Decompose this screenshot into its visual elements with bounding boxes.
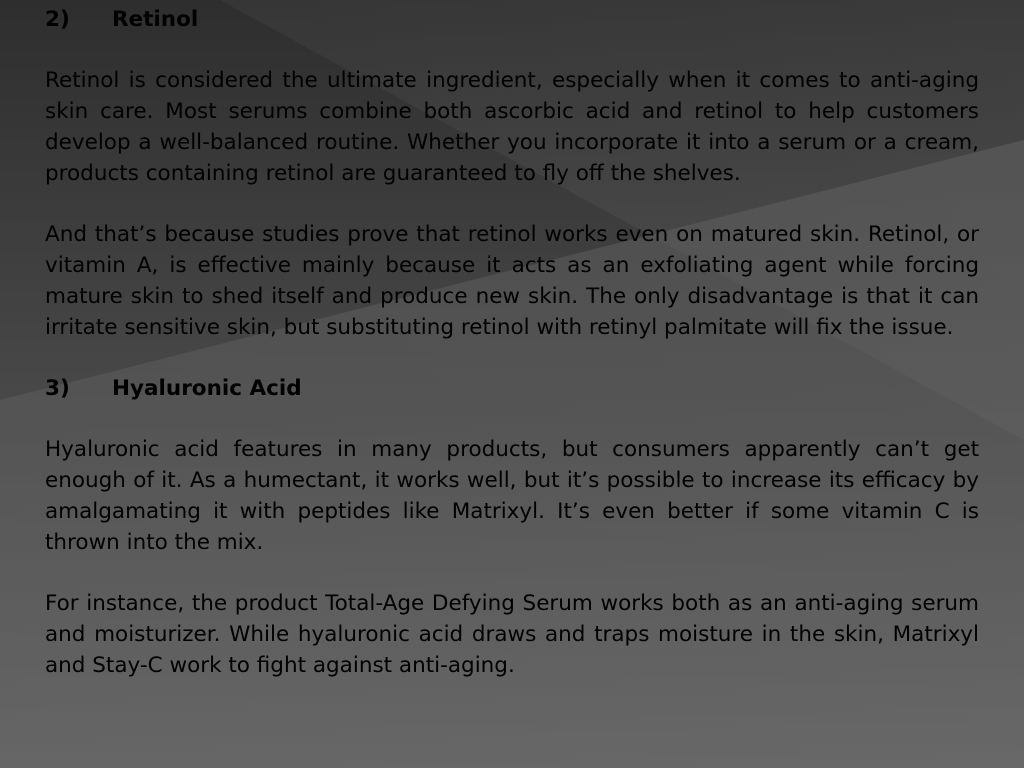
paragraph: Hyaluronic acid features in many products, but consumers apparently can’t get enough of it. As a humectant, it works well, but it’s possible to increase its efficacy by amalgamating it with peptides like Matrixyl. It’s even better if some vitamin C is thrown into the mix.: [45, 437, 979, 555]
paragraph: And that’s because studies prove that retinol works even on matured skin. Retinol, or vitamin A, is effective mainly because it acts as an exfoliating agent while forcing mature skin to shed itself and produce new skin. The only disadvantage is that it can irritate sensitive skin, but substituting retinol with retinyl palmitate will fix the issue.: [45, 222, 979, 340]
section-heading-hyaluronic-acid: [45, 373, 979, 404]
section-heading-retinol: [45, 4, 979, 35]
paragraph: Retinol is considered the ultimate ingredient, especially when it comes to anti-aging skin care. Most serums combine both ascorbic acid and retinol to help customers develop a well-balanced routine. Whether you incorporate it into a serum or a cream, products containing retinol are guaranteed to fly off the shelves.: [45, 68, 979, 186]
paragraph: For instance, the product Total-Age Defying Serum works both as an anti-aging serum and moisturizer. While hyaluronic acid draws and traps moisture in the skin, Matrixyl and Stay-C work to fight against anti-aging.: [45, 591, 979, 678]
section-title: Hyaluronic Acid: [112, 376, 302, 401]
section-title: Retinol: [112, 7, 199, 32]
section-number: 2): [45, 7, 70, 32]
section-number: 3): [45, 376, 70, 401]
slide-content: [45, 4, 979, 681]
